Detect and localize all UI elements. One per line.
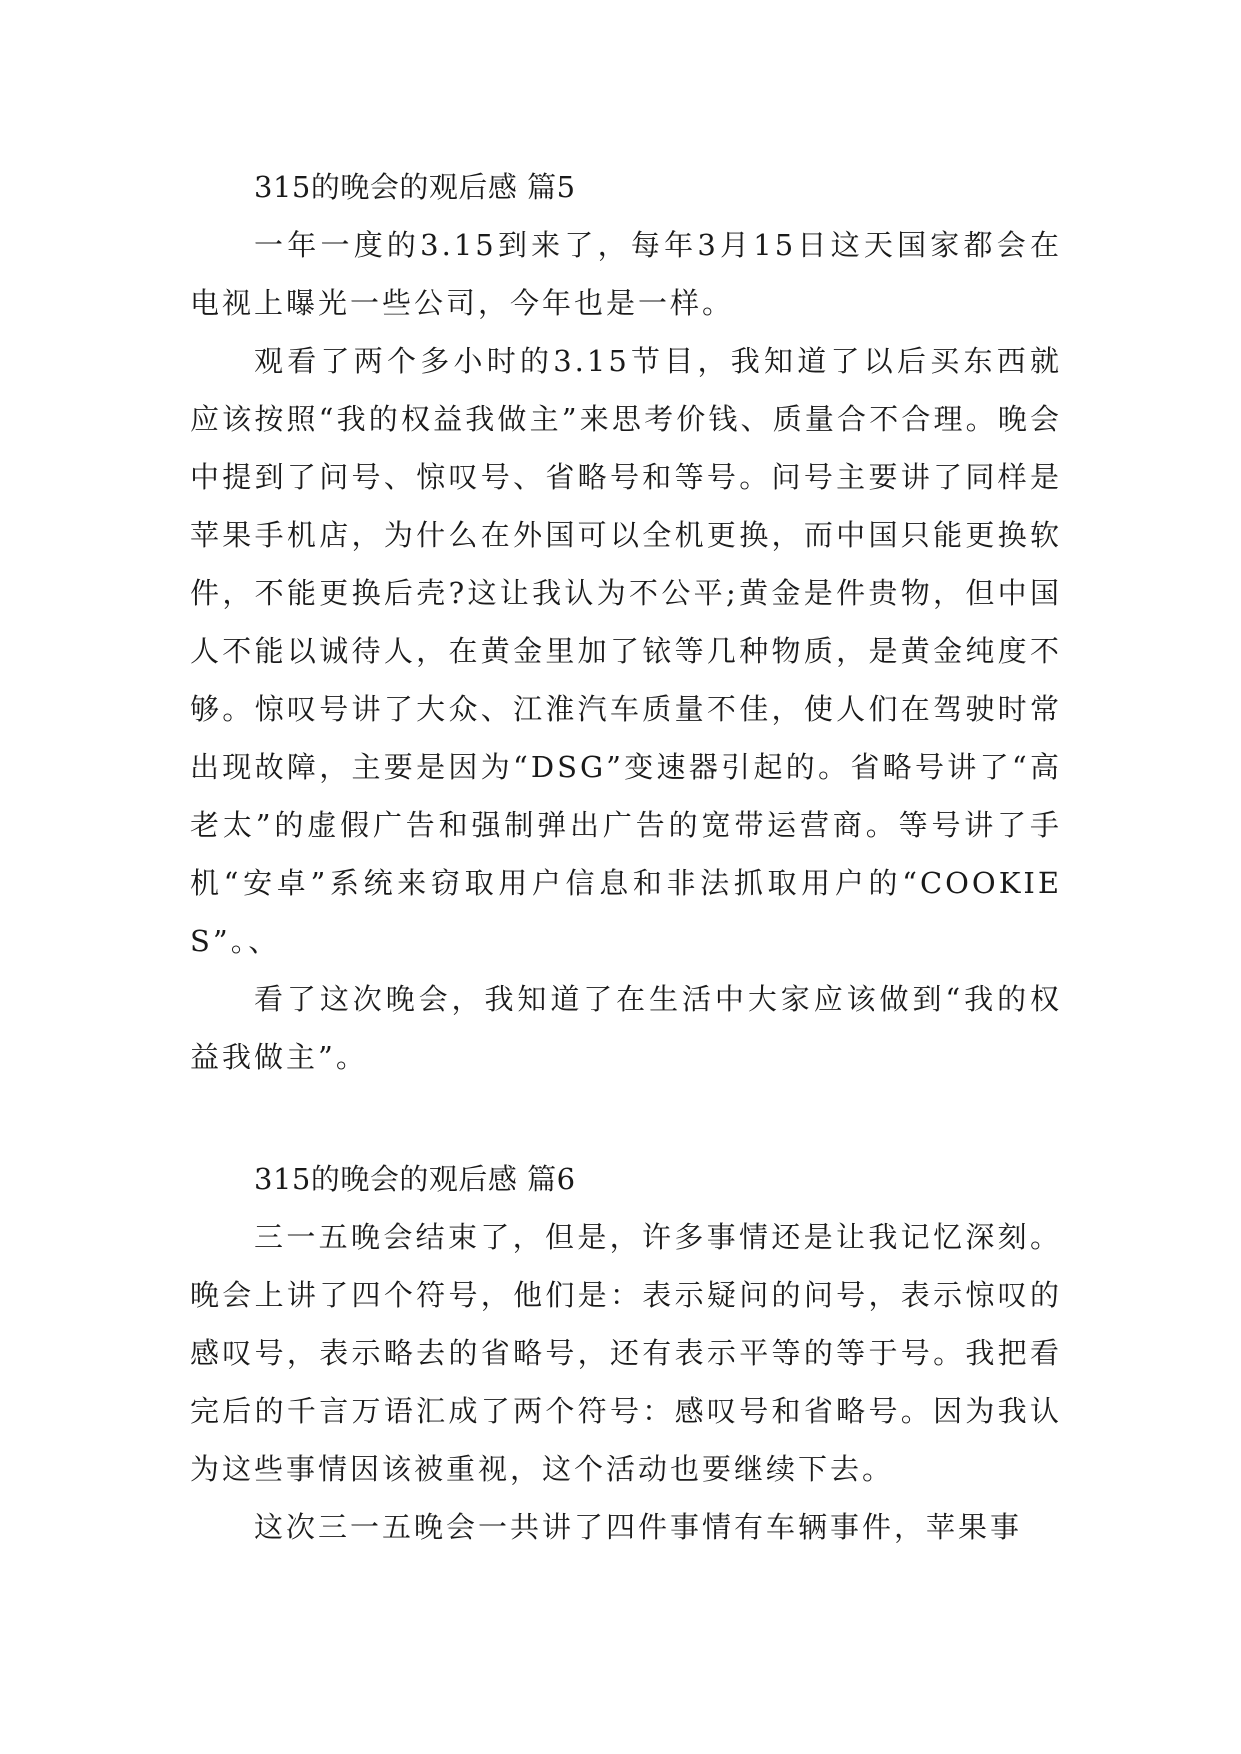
paragraph: 这次三一五晚会一共讲了四件事情有车辆事件，苹果事: [254, 1510, 1023, 1544]
article-section-5: [190, 158, 1062, 1086]
paragraph: 观看了两个多小时的3.15节目，我知道了以后买东西就应该按照“我的权益我做主”来思考价钱、质量合不合理。晚会中提到了问号、惊叹号、省略号和等号。问号主要讲了同样是苹果手机店，为什么在外国可以全机更换，而中国只能更换软件，不能更换后壳?这让我认为不公平;黄金是件贵物，但中国人不能以诚待人，在黄金里加了铱等几种物质，是黄金纯度不够。惊叹号讲了大众、江淮汽车质量不佳，使人们在驾驶时常出现故障，主要是因为“DSG”变速器引起的。省略号讲了“高老太”的虚假广告和强制弹出广告的宽带运营商。等号讲了手机“安卓”系统来窃取用户信息和非法抓取用户的“COOKIES”。、: [190, 344, 1062, 958]
paragraph: 看了这次晚会，我知道了在生活中大家应该做到“我的权益我做主”。: [190, 982, 1062, 1074]
section-heading: 315的晚会的观后感 篇6: [254, 1162, 576, 1196]
paragraph: 三一五晚会结束了，但是，许多事情还是让我记忆深刻。晚会上讲了四个符号，他们是：表示疑问的问号，表示惊叹的感叹号，表示略去的省略号，还有表示平等的等于号。我把看完后的千言万语汇成了两个符号：感叹号和省略号。因为我认为这些事情因该被重视，这个活动也要继续下去。: [190, 1220, 1062, 1486]
paragraph: 一年一度的3.15到来了，每年3月15日这天国家都会在电视上曝光一些公司，今年也是一样。: [190, 228, 1062, 320]
article-section-6: [190, 1150, 1062, 1556]
section-heading: 315的晚会的观后感 篇5: [254, 170, 576, 204]
